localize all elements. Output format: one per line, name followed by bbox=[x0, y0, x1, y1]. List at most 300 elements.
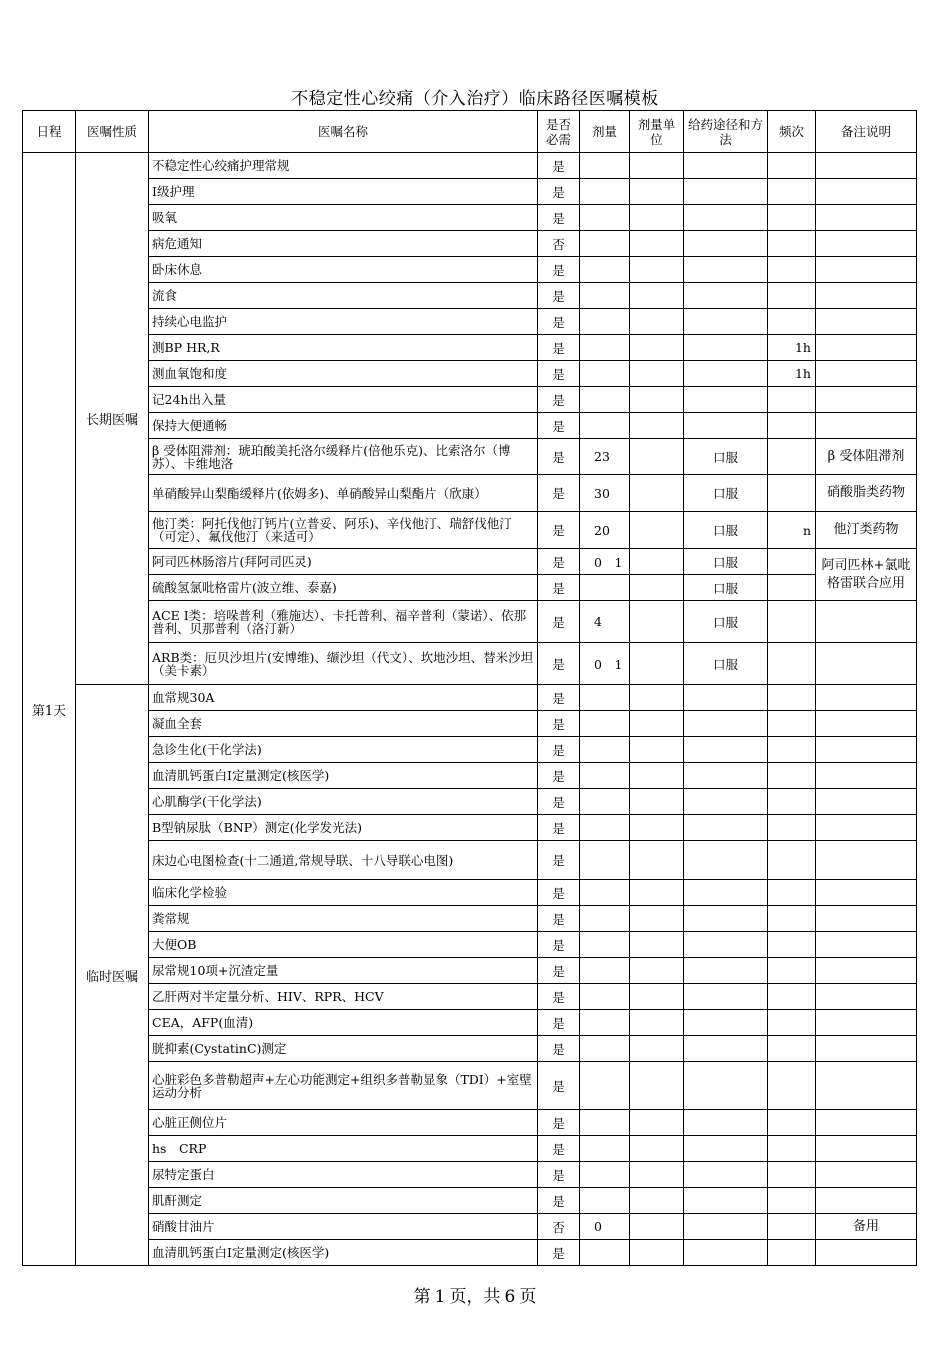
dose-unit-cell bbox=[630, 880, 684, 906]
dose-unit-cell bbox=[630, 643, 684, 685]
dose-cell: 23 bbox=[580, 439, 630, 475]
dose-cell bbox=[580, 1110, 630, 1136]
table-row bbox=[23, 789, 917, 815]
dose-cell bbox=[580, 815, 630, 841]
dose-unit-cell bbox=[630, 763, 684, 789]
order-name: 急诊生化(干化学法) bbox=[149, 737, 538, 763]
dose-unit-cell bbox=[630, 475, 684, 512]
dose-cell bbox=[580, 685, 630, 711]
dose-unit-cell bbox=[630, 1188, 684, 1214]
required-cell: 是 bbox=[538, 309, 580, 335]
dose-cell bbox=[580, 1136, 630, 1162]
required-cell: 是 bbox=[538, 179, 580, 205]
dose-cell bbox=[580, 984, 630, 1010]
dose-unit-cell bbox=[630, 601, 684, 643]
notes-cell bbox=[816, 1010, 917, 1036]
dose-cell bbox=[580, 1010, 630, 1036]
order-name: 不稳定性心绞痛护理常规 bbox=[149, 153, 538, 179]
dose-unit-cell bbox=[630, 575, 684, 601]
table-row bbox=[23, 958, 917, 984]
dose-unit-cell bbox=[630, 815, 684, 841]
notes-cell bbox=[816, 1188, 917, 1214]
table-row bbox=[23, 179, 917, 205]
table-row bbox=[23, 1036, 917, 1062]
table-row bbox=[23, 1240, 917, 1266]
route-cell bbox=[684, 763, 768, 789]
dose-unit-cell bbox=[630, 283, 684, 309]
frequency-cell bbox=[768, 231, 816, 257]
table-row bbox=[23, 815, 917, 841]
header-frequency: 频次 bbox=[768, 111, 816, 153]
route-cell bbox=[684, 1062, 768, 1110]
order-name: Ⅰ级护理 bbox=[149, 179, 538, 205]
order-name: 心脏彩色多普勒超声+左心功能测定+组织多普勒显象（TDI）+室壁运动分析 bbox=[149, 1062, 538, 1110]
table-row bbox=[23, 475, 917, 512]
dose-unit-cell bbox=[630, 958, 684, 984]
required-cell: 是 bbox=[538, 205, 580, 231]
order-name: 单硝酸异山梨酯缓释片(依姆多)、单硝酸异山梨酯片（欣康） bbox=[149, 475, 538, 512]
route-cell bbox=[684, 1010, 768, 1036]
order-name: 心脏正侧位片 bbox=[149, 1110, 538, 1136]
frequency-cell bbox=[768, 1110, 816, 1136]
table-row bbox=[23, 685, 917, 711]
dose-unit-cell bbox=[630, 984, 684, 1010]
notes-cell bbox=[816, 737, 917, 763]
frequency-cell bbox=[768, 601, 816, 643]
frequency-cell bbox=[768, 575, 816, 601]
table-row bbox=[23, 643, 917, 685]
notes-cell: 备用 bbox=[816, 1214, 917, 1240]
table-row bbox=[23, 257, 917, 283]
order-name: 他汀类：阿托伐他汀钙片(立普妥、阿乐)、辛伐他汀、瑞舒伐他汀（可定）、氟伐他汀（来适可） bbox=[149, 512, 538, 549]
required-cell: 否 bbox=[538, 231, 580, 257]
order-name: hs CRP bbox=[149, 1136, 538, 1162]
dose-unit-cell bbox=[630, 841, 684, 880]
frequency-cell bbox=[768, 387, 816, 413]
dose-unit-cell bbox=[630, 1136, 684, 1162]
table-row bbox=[23, 335, 917, 361]
route-cell bbox=[684, 1036, 768, 1062]
frequency-cell bbox=[768, 932, 816, 958]
route-cell: 口服 bbox=[684, 439, 768, 475]
notes-cell bbox=[816, 231, 917, 257]
order-name: 尿常规10项+沉渣定量 bbox=[149, 958, 538, 984]
dose-unit-cell bbox=[630, 231, 684, 257]
route-cell bbox=[684, 1188, 768, 1214]
notes-cell bbox=[816, 1136, 917, 1162]
table-row bbox=[23, 1010, 917, 1036]
dose-cell bbox=[580, 179, 630, 205]
required-cell: 是 bbox=[538, 763, 580, 789]
table-row bbox=[23, 763, 917, 789]
order-name: 保持大便通畅 bbox=[149, 413, 538, 439]
header-order-type: 医嘱性质 bbox=[76, 111, 149, 153]
header-route: 给药途径和方法 bbox=[684, 111, 768, 153]
dose-cell: 30 bbox=[580, 475, 630, 512]
table-row bbox=[23, 932, 917, 958]
notes-cell bbox=[816, 205, 917, 231]
table-row bbox=[23, 984, 917, 1010]
route-cell bbox=[684, 841, 768, 880]
route-cell bbox=[684, 789, 768, 815]
notes-cell bbox=[816, 711, 917, 737]
dose-unit-cell bbox=[630, 387, 684, 413]
frequency-cell bbox=[768, 1062, 816, 1110]
dose-unit-cell bbox=[630, 335, 684, 361]
dose-cell bbox=[580, 958, 630, 984]
dose-unit-cell bbox=[630, 205, 684, 231]
notes-cell bbox=[816, 179, 917, 205]
frequency-cell bbox=[768, 711, 816, 737]
dose-unit-cell bbox=[630, 1010, 684, 1036]
route-cell bbox=[684, 1214, 768, 1240]
order-type-temp: 临时医嘱 bbox=[76, 685, 149, 1266]
order-name: 阿司匹林肠溶片(拜阿司匹灵) bbox=[149, 549, 538, 575]
order-name: ARB类：厄贝沙坦片(安博维)、缬沙坦（代文）、坎地沙坦、替米沙坦（美卡素） bbox=[149, 643, 538, 685]
frequency-cell bbox=[768, 475, 816, 512]
required-cell: 是 bbox=[538, 789, 580, 815]
required-cell: 是 bbox=[538, 439, 580, 475]
frequency-cell bbox=[768, 1240, 816, 1266]
table-row bbox=[23, 711, 917, 737]
page-footer bbox=[0, 1282, 950, 1307]
route-cell bbox=[684, 153, 768, 179]
dose-cell: 0 bbox=[580, 1214, 630, 1240]
required-cell: 是 bbox=[538, 685, 580, 711]
notes-cell: 阿司匹林+氯吡格雷联合应用 bbox=[816, 549, 917, 601]
order-name: 测BP HR,R bbox=[149, 335, 538, 361]
route-cell: 口服 bbox=[684, 475, 768, 512]
order-name: 临床化学检验 bbox=[149, 880, 538, 906]
header-day: 日程 bbox=[23, 111, 76, 153]
order-name: 卧床休息 bbox=[149, 257, 538, 283]
notes-cell bbox=[816, 1162, 917, 1188]
dose-unit-cell bbox=[630, 685, 684, 711]
dose-cell bbox=[580, 1188, 630, 1214]
required-cell: 是 bbox=[538, 335, 580, 361]
order-name: ACE I类：培哚普利（雅施达）、卡托普利、福辛普利（蒙诺）、依那普利、贝那普利（洛汀新） bbox=[149, 601, 538, 643]
notes-cell bbox=[816, 153, 917, 179]
dose-cell bbox=[580, 413, 630, 439]
required-cell: 是 bbox=[538, 1162, 580, 1188]
required-cell: 是 bbox=[538, 1036, 580, 1062]
frequency-cell bbox=[768, 549, 816, 575]
required-cell: 是 bbox=[538, 413, 580, 439]
dose-unit-cell bbox=[630, 413, 684, 439]
order-name: β 受体阻滞剂：琥珀酸美托洛尔缓释片(倍他乐克)、比索洛尔（博苏）、卡维地洛 bbox=[149, 439, 538, 475]
order-type-long: 长期医嘱 bbox=[76, 153, 149, 685]
order-name: B型钠尿肽（BNP）测定(化学发光法) bbox=[149, 815, 538, 841]
required-cell: 是 bbox=[538, 475, 580, 512]
dose-unit-cell bbox=[630, 1036, 684, 1062]
dose-cell bbox=[580, 932, 630, 958]
dose-cell bbox=[580, 1162, 630, 1188]
dose-cell bbox=[580, 575, 630, 601]
frequency-cell bbox=[768, 413, 816, 439]
required-cell: 是 bbox=[538, 601, 580, 643]
dose-cell bbox=[580, 361, 630, 387]
frequency-cell bbox=[768, 737, 816, 763]
required-cell: 是 bbox=[538, 841, 580, 880]
dose-unit-cell bbox=[630, 932, 684, 958]
day-cell: 第1天 bbox=[23, 153, 76, 1266]
required-cell: 是 bbox=[538, 906, 580, 932]
route-cell bbox=[684, 906, 768, 932]
required-cell: 是 bbox=[538, 737, 580, 763]
notes-cell bbox=[816, 1036, 917, 1062]
dose-cell bbox=[580, 711, 630, 737]
dose-unit-cell bbox=[630, 1214, 684, 1240]
dose-unit-cell bbox=[630, 439, 684, 475]
order-name: 血清肌钙蛋白Ⅰ定量测定(核医学) bbox=[149, 763, 538, 789]
frequency-cell: 1h bbox=[768, 361, 816, 387]
frequency-cell bbox=[768, 1214, 816, 1240]
frequency-cell: n bbox=[768, 512, 816, 549]
route-cell bbox=[684, 257, 768, 283]
frequency-cell bbox=[768, 309, 816, 335]
notes-cell bbox=[816, 763, 917, 789]
required-cell: 是 bbox=[538, 1240, 580, 1266]
table-row bbox=[23, 841, 917, 880]
table-row bbox=[23, 1188, 917, 1214]
notes-cell: 硝酸脂类药物 bbox=[816, 475, 917, 512]
dose-cell bbox=[580, 283, 630, 309]
order-name: 病危通知 bbox=[149, 231, 538, 257]
order-name: 心肌酶学(干化学法) bbox=[149, 789, 538, 815]
table-row bbox=[23, 231, 917, 257]
table-row bbox=[23, 361, 917, 387]
required-cell: 是 bbox=[538, 257, 580, 283]
required-cell: 是 bbox=[538, 575, 580, 601]
frequency-cell bbox=[768, 789, 816, 815]
notes-cell bbox=[816, 257, 917, 283]
required-cell: 是 bbox=[538, 1110, 580, 1136]
route-cell bbox=[684, 231, 768, 257]
header-row bbox=[23, 111, 917, 153]
notes-cell bbox=[816, 789, 917, 815]
dose-cell bbox=[580, 789, 630, 815]
dose-cell bbox=[580, 309, 630, 335]
dose-cell bbox=[580, 153, 630, 179]
route-cell bbox=[684, 1240, 768, 1266]
required-cell: 是 bbox=[538, 1136, 580, 1162]
table-row bbox=[23, 283, 917, 309]
footer-page: 1 bbox=[434, 1287, 446, 1307]
frequency-cell bbox=[768, 906, 816, 932]
notes-cell bbox=[816, 841, 917, 880]
dose-cell bbox=[580, 1062, 630, 1110]
frequency-cell bbox=[768, 1136, 816, 1162]
table-row bbox=[23, 880, 917, 906]
frequency-cell bbox=[768, 1010, 816, 1036]
order-name: 乙肝两对半定量分析、HIV、RPR、HCV bbox=[149, 984, 538, 1010]
dose-cell bbox=[580, 205, 630, 231]
notes-cell bbox=[816, 815, 917, 841]
required-cell: 是 bbox=[538, 984, 580, 1010]
route-cell: 口服 bbox=[684, 575, 768, 601]
dose-unit-cell bbox=[630, 1162, 684, 1188]
table-row bbox=[23, 575, 917, 601]
frequency-cell bbox=[768, 815, 816, 841]
frequency-cell bbox=[768, 841, 816, 880]
dose-unit-cell bbox=[630, 153, 684, 179]
dose-unit-cell bbox=[630, 789, 684, 815]
order-name: 持续心电监护 bbox=[149, 309, 538, 335]
route-cell bbox=[684, 361, 768, 387]
order-name: 测血氧饱和度 bbox=[149, 361, 538, 387]
required-cell: 是 bbox=[538, 932, 580, 958]
footer-suffix: 页 bbox=[519, 1287, 537, 1307]
required-cell: 是 bbox=[538, 815, 580, 841]
order-name: 胱抑素(CystatinC)测定 bbox=[149, 1036, 538, 1062]
order-name: 血清肌钙蛋白Ⅰ定量测定(核医学) bbox=[149, 1240, 538, 1266]
route-cell bbox=[684, 685, 768, 711]
notes-cell bbox=[816, 387, 917, 413]
route-cell bbox=[684, 205, 768, 231]
required-cell: 是 bbox=[538, 711, 580, 737]
route-cell bbox=[684, 932, 768, 958]
route-cell bbox=[684, 984, 768, 1010]
route-cell bbox=[684, 309, 768, 335]
order-name: 流食 bbox=[149, 283, 538, 309]
frequency-cell bbox=[768, 1162, 816, 1188]
dose-cell bbox=[580, 257, 630, 283]
required-cell: 是 bbox=[538, 880, 580, 906]
header-dose: 剂量 bbox=[580, 111, 630, 153]
frequency-cell bbox=[768, 685, 816, 711]
dose-cell bbox=[580, 763, 630, 789]
route-cell bbox=[684, 880, 768, 906]
order-name: CEA，AFP(血清) bbox=[149, 1010, 538, 1036]
order-name: 肌酐测定 bbox=[149, 1188, 538, 1214]
table-row bbox=[23, 413, 917, 439]
order-name: 记24h出入量 bbox=[149, 387, 538, 413]
dose-cell bbox=[580, 737, 630, 763]
frequency-cell bbox=[768, 439, 816, 475]
route-cell bbox=[684, 387, 768, 413]
header-order-name: 医嘱名称 bbox=[149, 111, 538, 153]
frequency-cell bbox=[768, 153, 816, 179]
header-required: 是否必需 bbox=[538, 111, 580, 153]
table-row bbox=[23, 549, 917, 575]
frequency-cell bbox=[768, 958, 816, 984]
route-cell: 口服 bbox=[684, 643, 768, 685]
dose-unit-cell bbox=[630, 309, 684, 335]
dose-unit-cell bbox=[630, 257, 684, 283]
header-notes: 备注说明 bbox=[816, 111, 917, 153]
order-name: 血常规30A bbox=[149, 685, 538, 711]
required-cell: 是 bbox=[538, 958, 580, 984]
notes-cell bbox=[816, 932, 917, 958]
frequency-cell bbox=[768, 205, 816, 231]
table-row bbox=[23, 601, 917, 643]
notes-cell bbox=[816, 906, 917, 932]
dose-cell bbox=[580, 880, 630, 906]
route-cell: 口服 bbox=[684, 512, 768, 549]
table-row bbox=[23, 906, 917, 932]
required-cell: 否 bbox=[538, 1214, 580, 1240]
footer-total: 6 bbox=[504, 1287, 516, 1307]
route-cell bbox=[684, 737, 768, 763]
header-dose-unit: 剂量单位 bbox=[630, 111, 684, 153]
table-row bbox=[23, 512, 917, 549]
dose-cell bbox=[580, 1240, 630, 1266]
required-cell: 是 bbox=[538, 387, 580, 413]
table-row bbox=[23, 1062, 917, 1110]
table-row bbox=[23, 205, 917, 231]
required-cell: 是 bbox=[538, 361, 580, 387]
route-cell bbox=[684, 179, 768, 205]
required-cell: 是 bbox=[538, 643, 580, 685]
notes-cell bbox=[816, 283, 917, 309]
dose-unit-cell bbox=[630, 1240, 684, 1266]
table-row bbox=[23, 439, 917, 475]
frequency-cell bbox=[768, 984, 816, 1010]
order-name: 凝血全套 bbox=[149, 711, 538, 737]
order-name: 硝酸甘油片 bbox=[149, 1214, 538, 1240]
required-cell: 是 bbox=[538, 512, 580, 549]
order-name: 床边心电图检查(十二通道,常规导联、十八导联心电图) bbox=[149, 841, 538, 880]
notes-cell bbox=[816, 1110, 917, 1136]
dose-unit-cell bbox=[630, 179, 684, 205]
dose-cell bbox=[580, 231, 630, 257]
dose-cell bbox=[580, 335, 630, 361]
notes-cell: 他汀类药物 bbox=[816, 512, 917, 549]
dose-cell: 4 bbox=[580, 601, 630, 643]
order-name: 硫酸氢氯吡格雷片(波立维、泰嘉) bbox=[149, 575, 538, 601]
notes-cell bbox=[816, 309, 917, 335]
route-cell bbox=[684, 283, 768, 309]
footer-prefix: 第 bbox=[413, 1287, 431, 1307]
dose-cell bbox=[580, 841, 630, 880]
table-row bbox=[23, 737, 917, 763]
table-row bbox=[23, 309, 917, 335]
notes-cell bbox=[816, 361, 917, 387]
dose-unit-cell bbox=[630, 711, 684, 737]
order-name: 尿特定蛋白 bbox=[149, 1162, 538, 1188]
order-name: 粪常规 bbox=[149, 906, 538, 932]
notes-cell bbox=[816, 984, 917, 1010]
frequency-cell bbox=[768, 283, 816, 309]
route-cell: 口服 bbox=[684, 601, 768, 643]
dose-cell: 0 1 bbox=[580, 643, 630, 685]
route-cell bbox=[684, 1136, 768, 1162]
dose-unit-cell bbox=[630, 737, 684, 763]
order-name: 大便OB bbox=[149, 932, 538, 958]
route-cell bbox=[684, 1162, 768, 1188]
dose-cell: 0 1 bbox=[580, 549, 630, 575]
required-cell: 是 bbox=[538, 283, 580, 309]
route-cell bbox=[684, 413, 768, 439]
dose-unit-cell bbox=[630, 512, 684, 549]
required-cell: 是 bbox=[538, 1062, 580, 1110]
notes-cell bbox=[816, 1240, 917, 1266]
table-row bbox=[23, 387, 917, 413]
notes-cell bbox=[816, 1062, 917, 1110]
dose-unit-cell bbox=[630, 361, 684, 387]
dose-cell bbox=[580, 906, 630, 932]
route-cell bbox=[684, 335, 768, 361]
required-cell: 是 bbox=[538, 1188, 580, 1214]
dose-cell: 20 bbox=[580, 512, 630, 549]
notes-cell bbox=[816, 601, 917, 643]
frequency-cell bbox=[768, 179, 816, 205]
dose-unit-cell bbox=[630, 1062, 684, 1110]
table-row bbox=[23, 1162, 917, 1188]
orders-table bbox=[22, 110, 917, 1266]
table-row bbox=[23, 1110, 917, 1136]
notes-cell bbox=[816, 880, 917, 906]
